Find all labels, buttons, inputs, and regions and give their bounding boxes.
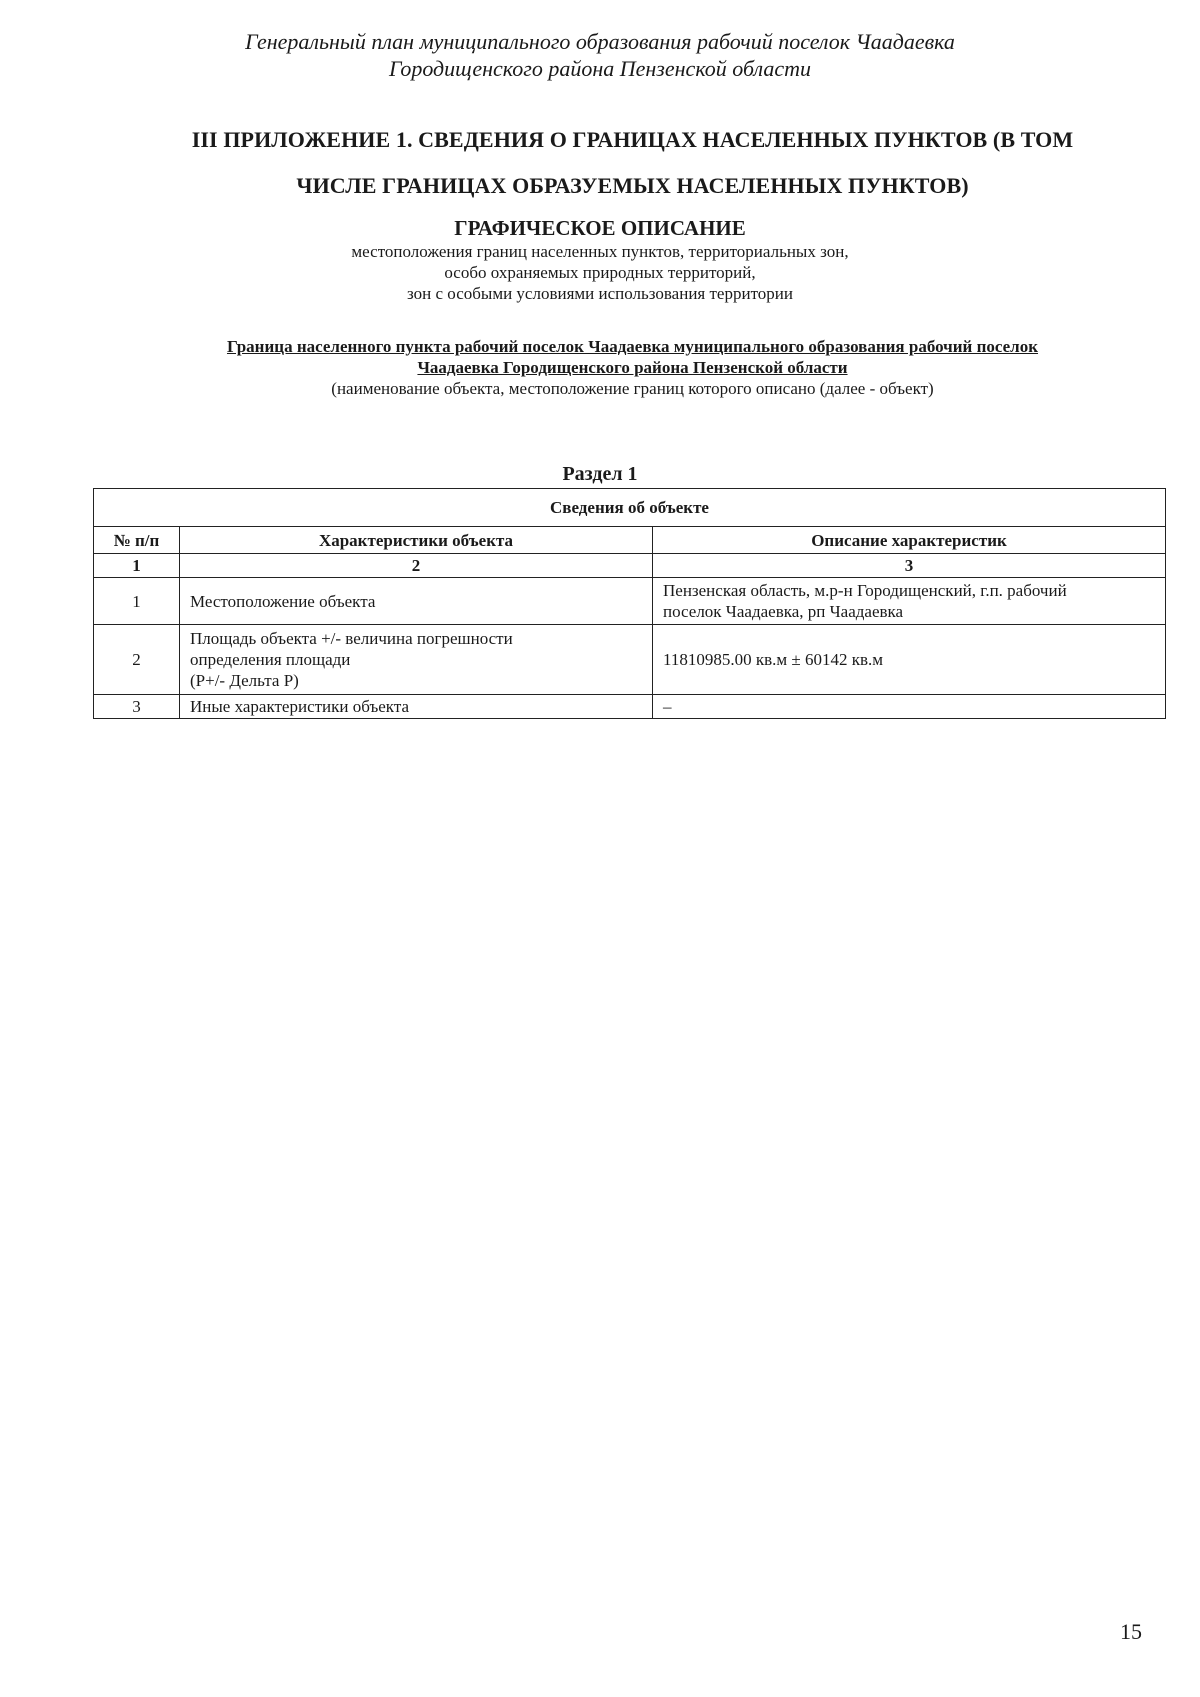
running-header-line-1: Генеральный план муниципального образования рабочий поселок Чаадаевка: [245, 29, 955, 54]
row-description-line: –: [663, 697, 672, 716]
table-row: [94, 625, 1166, 695]
column-number-2: 2: [180, 554, 653, 578]
row-characteristic: [180, 578, 653, 625]
running-header-line-2: Городищенского района Пензенской области: [388, 56, 812, 81]
table-caption: Сведения об объекте: [94, 489, 1166, 527]
object-name-block: [120, 336, 1145, 399]
header-description: Описание характеристик: [653, 527, 1166, 554]
section-heading-line-1: III ПРИЛОЖЕНИЕ 1. СВЕДЕНИЯ О ГРАНИЦАХ НАСЕЛЕННЫХ ПУНКТОВ (В ТОМ: [191, 127, 1074, 152]
row-number: 3: [94, 695, 180, 719]
row-characteristic-line: Иные характеристики объекта: [190, 697, 410, 716]
row-number: 2: [94, 625, 180, 695]
column-number-3: 3: [653, 554, 1166, 578]
table-caption-row: [94, 489, 1166, 527]
column-number-1: 1: [94, 554, 180, 578]
row-description: [653, 625, 1166, 695]
row-description-line: Пензенская область, м.р-н Городищенский, г.п. рабочий: [663, 581, 1067, 600]
graphic-description-line-2: особо охраняемых природных территорий,: [444, 263, 756, 282]
graphic-description-title: ГРАФИЧЕСКОЕ ОПИСАНИЕ: [454, 216, 746, 240]
section-heading-line-2: ЧИСЛЕ ГРАНИЦАХ ОБРАЗУЕМЫХ НАСЕЛЕННЫХ ПУНКТОВ): [296, 173, 969, 198]
object-name-caption: (наименование объекта, местоположение границ которого описано (далее - объект): [331, 379, 934, 398]
row-characteristic-line: Местоположение объекта: [190, 591, 376, 611]
row-description-line: поселок Чаадаевка, рп Чаадаевка: [663, 602, 904, 621]
part-title: Раздел 1: [562, 463, 638, 485]
header-number: № п/п: [94, 527, 180, 554]
column-number-row: [94, 554, 1166, 578]
object-info-table: [93, 488, 1166, 719]
header-characteristic: Характеристики объекта: [180, 527, 653, 554]
row-characteristic: [180, 625, 653, 695]
row-description: [653, 578, 1166, 625]
graphic-description-line-1: местоположения границ населенных пунктов, территориальных зон,: [351, 242, 849, 261]
row-characteristic-line: Площадь объекта +/- величина погрешности: [190, 629, 513, 648]
row-description-line: 11810985.00 кв.м ± 60142 кв.м: [663, 650, 884, 669]
row-description: [653, 695, 1166, 719]
row-characteristic-line: (P+/- Дельта P): [190, 671, 299, 690]
running-header: [0, 28, 1200, 82]
graphic-description-block: [0, 215, 1200, 304]
row-characteristic: [180, 695, 653, 719]
object-name-line-2: Чаадаевка Городищенского района Пензенской области: [417, 358, 848, 377]
section-heading: [120, 117, 1145, 209]
row-characteristic-line: определения площади: [190, 650, 351, 669]
object-name-line-1: Граница населенного пункта рабочий поселок Чаадаевка муниципального образования рабочий поселок: [226, 337, 1039, 356]
graphic-description-line-3: зон с особыми условиями использования территории: [407, 284, 793, 303]
page-number: 15: [1120, 1619, 1142, 1644]
table-row: [94, 578, 1166, 625]
table-header-row: [94, 527, 1166, 554]
row-number: 1: [94, 578, 180, 625]
table-row: [94, 695, 1166, 719]
